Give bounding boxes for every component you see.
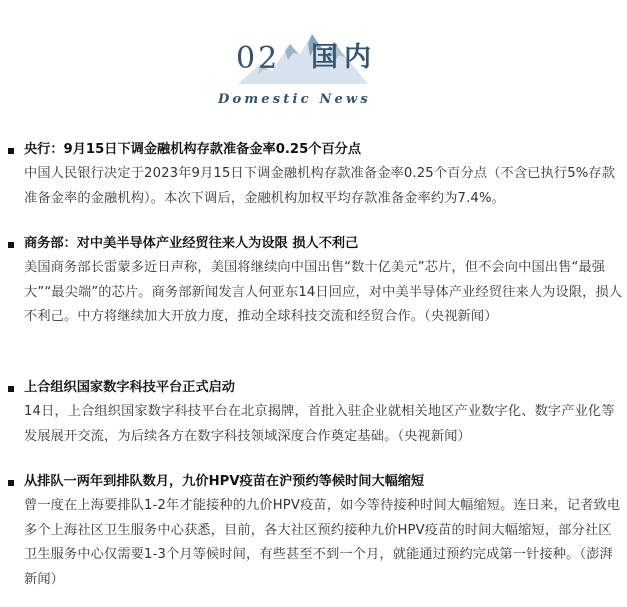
news-headline: 央行：9月15日下调金融机构存款准备金率0.25个百分点	[24, 142, 362, 157]
news-body: 14日，上合组织国家数字科技平台在北京揭牌，首批入驻企业就相关地区产业数字化、数字产业化等发展展开交流，为后续各方在数字科技领域深度合作奠定基础。（央视新闻）	[24, 404, 615, 444]
section-subtitle: Domestic News	[218, 92, 371, 107]
bullet-icon	[8, 242, 14, 248]
section-title: 国内	[311, 42, 377, 73]
bullet-icon	[8, 148, 14, 154]
news-headline: 上合组织国家数字科技平台正式启动	[24, 380, 235, 395]
news-headline: 从排队一两年到排队数月，九价HPV疫苗在沪预约等候时间大幅缩短	[24, 474, 425, 489]
news-body: 中国人民银行决定于2023年9月15日下调金融机构存款准备金率0.25个百分点（不含已执行5%存款准备金率的金融机构）。本次下调后，金融机构加权平均存款准备金率约为7.4%。	[24, 166, 616, 206]
news-body: 曾一度在上海要排队1-2年才能接种的九价HPV疫苗，如今等待接种时间大幅缩短。连日来，记者致电多个上海社区卫生服务中心获悉，目前，各大社区预约接种九价HPV疫苗的时间大幅缩短，部分社区卫生服务中心仅需要1-3个月等候时间，有些甚至不到一个月，就能通过预约完成第一针接种。（澎湃新闻）	[24, 498, 621, 587]
news-body: 美国商务部长雷蒙多近日声称，美国将继续向中国出售“数十亿美元”芯片，但不会向中国出售“最强大”“最尖端”的芯片。商务部新闻发言人何亚东14日回应，对中美半导体产业经贸往来人为设限，损人不利己。中方将继续加大开放力度，推动全球科技交流和经贸合作。（央视新闻）	[24, 260, 623, 324]
bullet-icon	[8, 386, 14, 392]
news-headline: 商务部：对中美半导体产业经贸往来人为设限 损人不利己	[24, 236, 359, 251]
section-number: 02	[236, 41, 281, 76]
bullet-icon	[8, 480, 14, 486]
section-header	[0, 0, 627, 120]
